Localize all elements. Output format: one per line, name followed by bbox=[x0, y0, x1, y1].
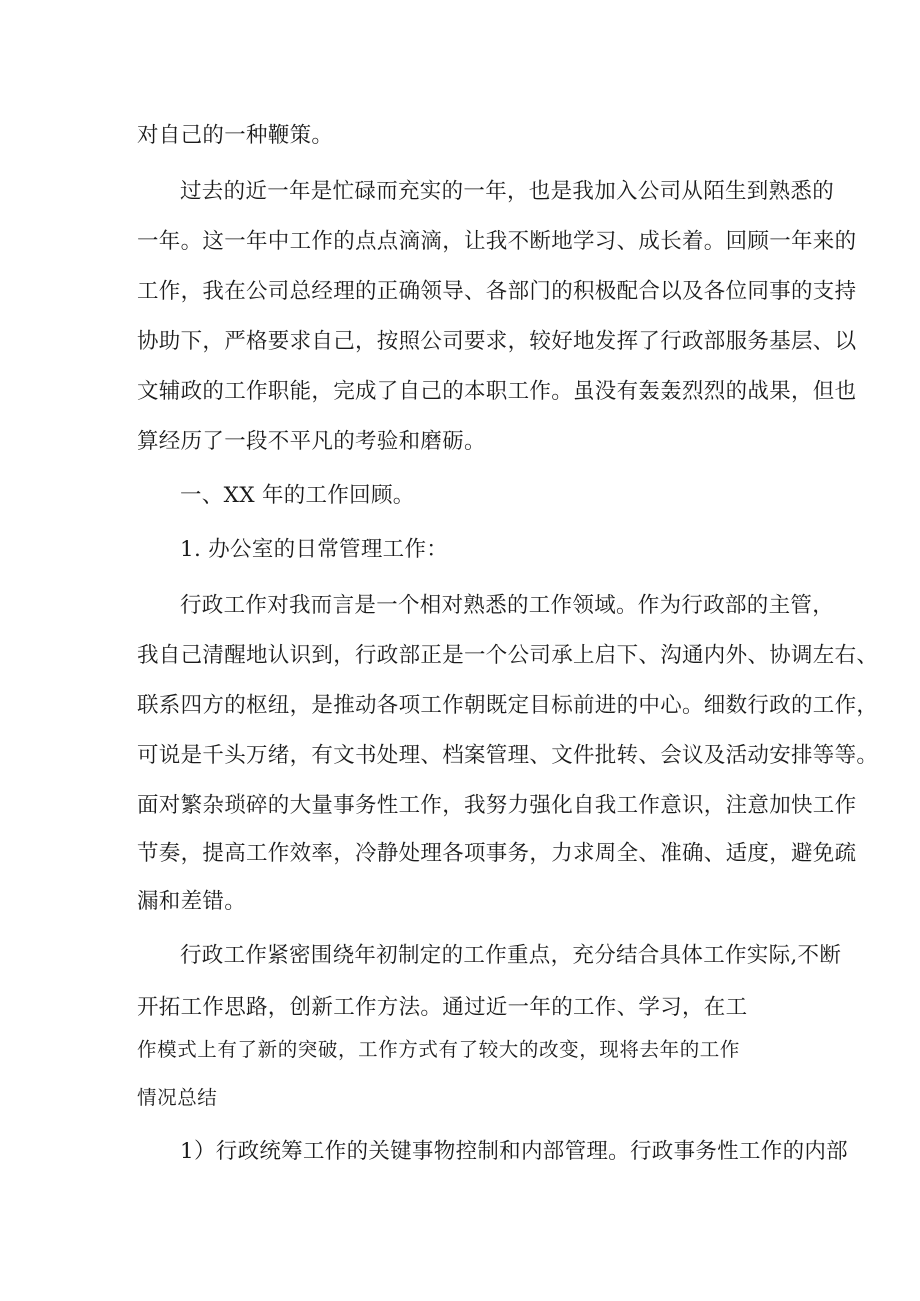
text-line: 一年。这一年中工作的点点滴滴，让我不断地学习、成长着。回顾一年来的 bbox=[137, 229, 857, 254]
text-line: 可说是千头万绪，有文书处理、档案管理、文件批转、会议及活动安排等等。 bbox=[137, 743, 879, 768]
text-line: 文辅政的工作职能，完成了自己的本职工作。虽没有轰轰烈烈的战果，但也 bbox=[137, 379, 857, 404]
text-line: 对自己的一种鞭策。 bbox=[137, 123, 334, 148]
text-line: 工作，我在公司总经理的正确领导、各部门的积极配合以及各位同事的支持 bbox=[137, 279, 857, 304]
paragraph-first-line: 过去的近一年是忙碌而充实的一年，也是我加入公司从陌生到熟悉的 bbox=[180, 179, 835, 204]
text-line: 协助下，严格要求自己，按照公司要求，较好地发挥了行政部服务基层、以 bbox=[137, 329, 857, 354]
text-line: 情况总结 bbox=[137, 1086, 218, 1109]
text-line: 开拓工作思路，创新工作方法。通过近一年的工作、学习，在工 bbox=[137, 995, 748, 1020]
text-line: 面对繁杂琐碎的大量事务性工作，我努力强化自我工作意识，注意加快工作 bbox=[137, 793, 857, 818]
subsection-heading: 1. 办公室的日常管理工作： bbox=[180, 537, 449, 562]
text-line: 我自己清醒地认识到，行政部正是一个公司承上启下、沟通内外、协调左右、 bbox=[137, 643, 879, 668]
text-line: 算经历了一段不平凡的考验和磨砺。 bbox=[137, 429, 486, 454]
paragraph-first-line: 行政工作对我而言是一个相对熟悉的工作领域。作为行政部的主管， bbox=[180, 593, 835, 618]
text-line: 漏和差错。 bbox=[137, 889, 247, 914]
section-heading: 一、XX 年的工作回顾。 bbox=[180, 483, 415, 508]
text-line: 联系四方的枢纽，是推动各项工作朝既定目标前进的中心。细数行政的工作， bbox=[137, 693, 879, 718]
paragraph-first-line: 行政工作紧密围绕年初制定的工作重点，充分结合具体工作实际,不断 bbox=[180, 943, 842, 968]
text-line: 作模式上有了新的突破，工作方式有了较大的改变，现将去年的工作 bbox=[137, 1038, 741, 1061]
text-line: 节奏，提高工作效率，冷静处理各项事务，力求周全、准确、适度，避免疏 bbox=[137, 841, 857, 866]
list-item-line: 1）行政统筹工作的关键事物控制和内部管理。行政事务性工作的内部 bbox=[180, 1139, 848, 1164]
